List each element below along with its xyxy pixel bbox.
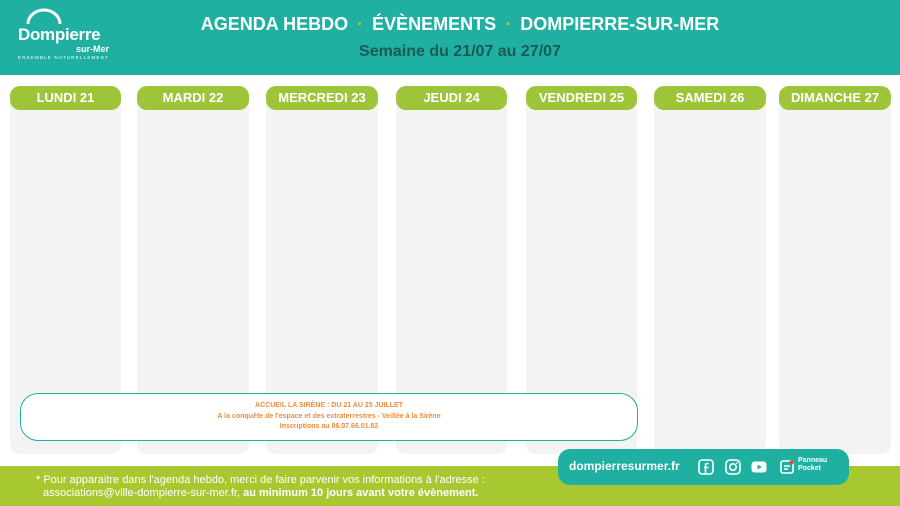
dompierre-logo[interactable] <box>12 8 112 66</box>
header-bar <box>0 0 900 75</box>
day-column-samedi <box>654 86 766 454</box>
youtube-icon[interactable] <box>751 459 767 475</box>
day-header: DIMANCHE 27 <box>779 86 891 110</box>
day-header: JEUDI 24 <box>396 86 507 110</box>
footer-line-1: * Pour apparaitre dans l'agenda hebdo, merci de faire parvenir vos informations à l'adresse : <box>36 474 485 486</box>
footer-deadline: au minimum 10 jours avant votre évènement. <box>243 487 479 499</box>
title-separator: · <box>505 14 512 34</box>
event-accueil-sirene[interactable] <box>20 393 638 441</box>
social-bar <box>558 449 849 485</box>
page-title <box>150 14 770 35</box>
week-subtitle: Semaine du 21/07 au 27/07 <box>359 43 561 60</box>
panneau-pocket-line-1: Panneau <box>798 457 828 464</box>
event-title: ACCUEIL LA SIRÈNE : DU 21 AU 25 JUILLET <box>255 402 403 409</box>
logo-arc-icon <box>24 8 64 26</box>
day-header: VENDREDI 25 <box>526 86 637 110</box>
panneau-pocket-label[interactable] <box>798 457 827 473</box>
title-separator: · <box>357 14 364 34</box>
logo-tagline: ENSEMBLE NATURELLEMENT <box>18 55 110 60</box>
day-header: MARDI 22 <box>137 86 249 110</box>
panneau-pocket-line-2: Pocket <box>798 465 821 472</box>
panneau-pocket-icon[interactable] <box>779 459 795 475</box>
footer-note <box>36 474 556 500</box>
title-part-town: DOMPIERRE-SUR-MER <box>520 14 720 34</box>
day-header: MERCREDI 23 <box>266 86 378 110</box>
website-link[interactable]: dompierresurmer.fr <box>569 459 680 473</box>
instagram-icon[interactable] <box>725 459 741 475</box>
footer-email[interactable]: associations@ville-dompierre-sur-mer.fr, <box>43 487 241 499</box>
day-header: SAMEDI 26 <box>654 86 766 110</box>
event-contact: Inscriptions au 06.07.66.01.82 <box>279 423 379 430</box>
title-part-evenements: ÉVÈNEMENTS <box>372 14 497 34</box>
event-description: A la conquête de l'espace et des extraterrestres - Veillée à la Sirène <box>217 412 441 420</box>
facebook-icon[interactable] <box>698 459 714 475</box>
logo-name: Dompierre <box>18 25 101 44</box>
logo-sub: sur-Mer <box>76 44 110 54</box>
day-header: LUNDI 21 <box>10 86 121 110</box>
title-part-agenda: AGENDA HEBDO <box>200 14 349 34</box>
day-column-dimanche <box>779 86 891 454</box>
